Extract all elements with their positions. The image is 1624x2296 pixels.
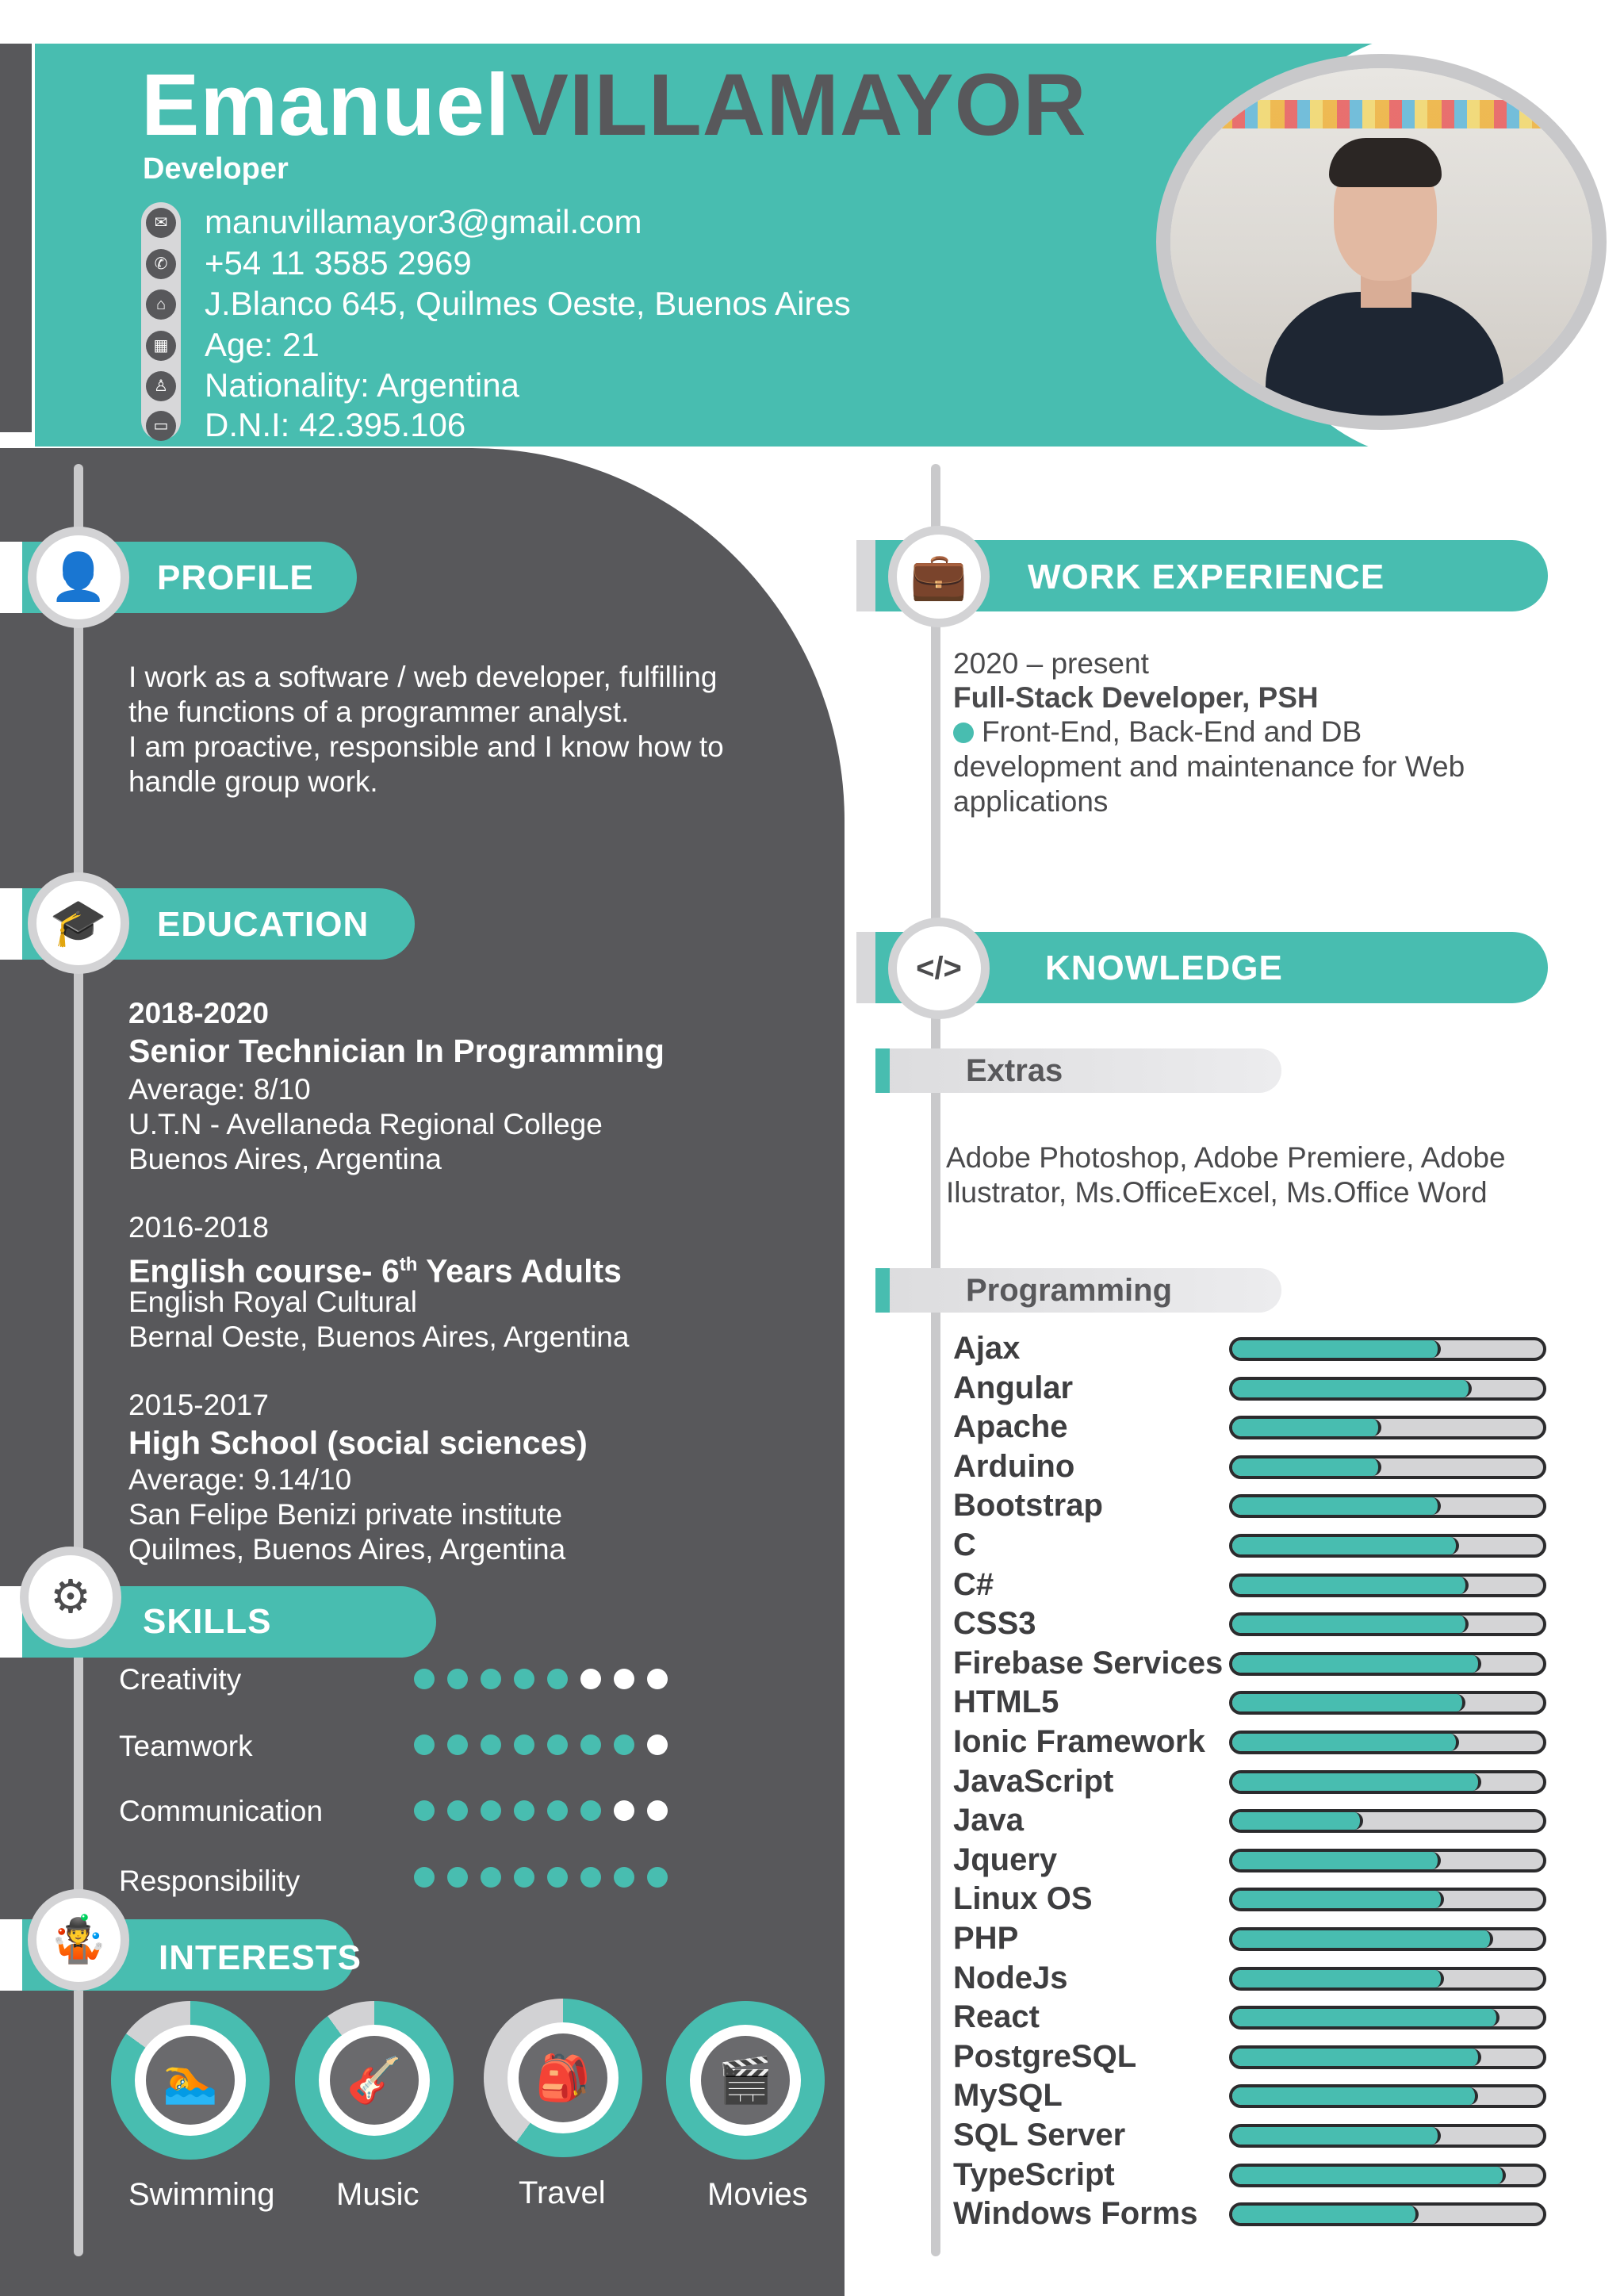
programming-skill-bar-fill <box>1232 2127 1441 2145</box>
programming-skill-name: JavaScript <box>953 1764 1114 1799</box>
interest-label: Movies <box>707 2177 808 2212</box>
programming-skill-bar <box>1229 1534 1546 1558</box>
programming-skill-name: TypeScript <box>953 2157 1115 2192</box>
skill-dot-filled <box>414 1800 435 1821</box>
education-detail: Bernal Oeste, Buenos Aires, Argentina <box>128 1320 630 1353</box>
skill-dot-filled <box>547 1800 568 1821</box>
skill-dot-filled <box>547 1867 568 1888</box>
profile-line: the functions of a programmer analyst. <box>128 696 630 728</box>
interest-ring <box>666 2001 825 2160</box>
contact-nationality: Nationality: Argentina <box>205 366 519 404</box>
extras-line: Adobe Photoshop, Adobe Premiere, Adobe <box>946 1141 1506 1174</box>
programming-skill-bar <box>1229 1416 1546 1439</box>
work-period: 2020 – present <box>953 647 1149 680</box>
programming-skill-name: CSS3 <box>953 1606 1036 1641</box>
skill-dot-empty <box>614 1800 634 1821</box>
skill-label: Creativity <box>119 1663 242 1696</box>
photo-person-body <box>1266 292 1503 430</box>
education-detail: Average: 9.14/10 <box>128 1463 352 1496</box>
programming-skill-name: Linux OS <box>953 1881 1093 1916</box>
skill-dot-filled <box>447 1669 468 1689</box>
phone-icon: ✆ <box>146 249 176 279</box>
programming-skill-bar-fill <box>1232 1419 1381 1436</box>
interests-badge <box>28 1889 129 1991</box>
programming-skill-bar <box>1229 1612 1546 1636</box>
programming-skill-bar <box>1229 2006 1546 2030</box>
work-badge <box>888 526 990 627</box>
programming-skill-name: Angular <box>953 1370 1074 1405</box>
interest-label: Travel <box>519 2175 606 2210</box>
photo-background-bunting <box>1218 100 1551 128</box>
programming-skill-name: PostgreSQL <box>953 2039 1137 2074</box>
contact-email: manuvillamayor3@gmail.com <box>205 203 642 240</box>
profile-line: handle group work. <box>128 765 378 798</box>
skill-dot-empty <box>647 1734 668 1755</box>
id-card-icon: ▭ <box>146 411 176 441</box>
programming-skill-name: SQL Server <box>953 2118 1126 2152</box>
skill-dot-filled <box>647 1867 668 1888</box>
education-detail: U.T.N - Avellaneda Regional College <box>128 1108 603 1140</box>
full-name <box>141 56 1087 154</box>
code-monitor-icon: </> <box>897 926 981 1010</box>
education-detail: Buenos Aires, Argentina <box>128 1143 442 1175</box>
programming-skill-name: C# <box>953 1567 994 1602</box>
knowledge-title: KNOWLEDGE <box>1045 949 1283 987</box>
programming-skill-bar <box>1229 1573 1546 1597</box>
programming-skill-name: HTML5 <box>953 1685 1059 1719</box>
programming-skill-bar <box>1229 1652 1546 1676</box>
education-degree: Senior Technician In Programming <box>128 1033 665 1069</box>
programming-skill-name: Jquery <box>953 1842 1058 1877</box>
programming-skill-bar-fill <box>1232 1891 1444 1908</box>
programming-skill-bar <box>1229 1967 1546 1991</box>
skill-dot-empty <box>647 1800 668 1821</box>
profile-title: PROFILE <box>157 558 314 597</box>
programming-skill-bar-fill <box>1232 1970 1444 1987</box>
extras-line: Ilustrator, Ms.OfficeExcel, Ms.Office Word <box>946 1176 1488 1209</box>
skill-dot-filled <box>514 1734 534 1755</box>
programming-title: Programming <box>966 1273 1173 1308</box>
work-bullet-cont: development and maintenance for Web <box>953 750 1465 783</box>
education-detail: English Royal Cultural <box>128 1286 418 1318</box>
profile-header-cap <box>0 542 22 613</box>
programming-skill-name: Java <box>953 1803 1024 1838</box>
job-title: Developer <box>143 152 289 186</box>
programming-subheader <box>875 1268 1281 1313</box>
skill-dot-filled <box>580 1734 601 1755</box>
skill-dots <box>414 1800 668 1824</box>
skill-dot-empty <box>580 1669 601 1689</box>
programming-skill-bar-fill <box>1232 1458 1381 1476</box>
education-degree <box>128 1248 622 1289</box>
programming-skill-bar <box>1229 2045 1546 2069</box>
programming-skill-name: C <box>953 1527 976 1562</box>
swimming-icon: 🏊 <box>146 2036 235 2125</box>
profile-photo <box>1170 68 1592 416</box>
programming-skill-name: Bootstrap <box>953 1488 1103 1523</box>
skills-header-cap <box>0 1586 22 1658</box>
juggling-hobbies-icon: 🤹 <box>36 1898 121 1982</box>
skill-dot-filled <box>514 1800 534 1821</box>
programming-skill-name: Ionic Framework <box>953 1724 1205 1759</box>
interest-label: Music <box>336 2177 419 2212</box>
programming-skill-bar <box>1229 1731 1546 1754</box>
education-detail: Average: 8/10 <box>128 1073 311 1106</box>
movie-theater-icon: 🎬 <box>701 2036 790 2125</box>
programming-skill-bar <box>1229 2202 1546 2226</box>
programming-skill-bar-fill <box>1232 1852 1441 1869</box>
programming-skill-bar-fill <box>1232 1930 1493 1948</box>
interest-ring <box>111 2001 270 2160</box>
programming-skill-bar-fill <box>1232 1773 1481 1791</box>
programming-skill-bar-fill <box>1232 2009 1500 2026</box>
last-name: VILLAMAYOR <box>510 56 1087 154</box>
education-detail: Quilmes, Buenos Aires, Argentina <box>128 1533 566 1566</box>
programming-skill-name: Firebase Services <box>953 1646 1224 1681</box>
programming-skill-name: Apache <box>953 1409 1068 1444</box>
skill-dots <box>414 1734 668 1758</box>
programming-skill-bar-fill <box>1232 1577 1469 1594</box>
skill-dot-filled <box>514 1867 534 1888</box>
programming-skill-bar-fill <box>1232 1616 1469 1633</box>
skills-badge <box>20 1547 121 1648</box>
interest-ring <box>295 2001 454 2160</box>
programming-skill-bar <box>1229 1849 1546 1872</box>
skill-dot-filled <box>514 1669 534 1689</box>
programming-skill-bar <box>1229 2124 1546 2148</box>
programming-skill-name: React <box>953 1999 1040 2034</box>
programming-skill-bar-fill <box>1232 2087 1478 2105</box>
skill-dot-filled <box>414 1669 435 1689</box>
work-title: WORK EXPERIENCE <box>1028 558 1385 596</box>
skill-dot-filled <box>580 1800 601 1821</box>
knowledge-header-cap <box>856 932 875 1003</box>
head-gears-icon: ⚙ <box>29 1555 113 1639</box>
skill-dot-filled <box>447 1800 468 1821</box>
programming-skill-bar <box>1229 2084 1546 2108</box>
skill-dot-filled <box>447 1734 468 1755</box>
contact-dni: D.N.I: 42.395.106 <box>205 406 466 443</box>
programming-skill-name: NodeJs <box>953 1961 1068 1995</box>
programming-skill-bar-fill <box>1232 1694 1465 1711</box>
extras-subheader <box>875 1048 1281 1093</box>
contact-address: J.Blanco 645, Quilmes Oeste, Buenos Aires <box>205 285 851 322</box>
skills-title: SKILLS <box>143 1602 272 1641</box>
programming-skill-name: Ajax <box>953 1331 1021 1366</box>
programming-skill-bar-fill <box>1232 2049 1481 2066</box>
programming-skill-name: Windows Forms <box>953 2196 1198 2231</box>
programming-skill-bar-fill <box>1232 2206 1419 2223</box>
education-header-cap <box>0 888 22 960</box>
programming-skill-bar-fill <box>1232 1340 1441 1358</box>
education-years: 2015-2017 <box>128 1389 269 1421</box>
programming-skill-name: Arduino <box>953 1449 1075 1484</box>
travel-backpacker-icon: 🎒 <box>519 2033 607 2122</box>
skill-dot-filled <box>547 1734 568 1755</box>
interests-title: INTERESTS <box>159 1938 362 1977</box>
contact-icon-rail <box>141 202 181 440</box>
graduation-cap-icon: 🎓 <box>36 881 121 965</box>
education-degree-main: English course- 6 <box>128 1252 400 1290</box>
skill-label: Teamwork <box>119 1730 253 1762</box>
programming-skill-name: PHP <box>953 1921 1019 1956</box>
education-degree-tail: Years Adults <box>417 1252 622 1290</box>
programming-skill-bar <box>1229 1337 1546 1361</box>
programming-skill-name: MySQL <box>953 2078 1063 2113</box>
programming-skill-bar <box>1229 1494 1546 1518</box>
profile-photo-frame <box>1156 54 1607 430</box>
skill-dot-filled <box>447 1867 468 1888</box>
education-degree-sup: th <box>399 1254 418 1275</box>
music-guitar-icon: 🎸 <box>330 2036 419 2125</box>
work-bullet-text: Front-End, Back-End and DB <box>982 715 1362 748</box>
skill-dot-filled <box>481 1800 501 1821</box>
interest-label: Swimming <box>128 2177 275 2212</box>
bullet-dot <box>953 723 974 743</box>
photo-person-hair <box>1329 138 1442 187</box>
education-title: EDUCATION <box>157 905 370 944</box>
envelope-icon: ✉ <box>146 208 176 238</box>
programming-skill-bar-fill <box>1232 1655 1481 1673</box>
skill-dot-filled <box>481 1669 501 1689</box>
person-icon: ♙ <box>146 371 176 401</box>
skill-dot-filled <box>481 1734 501 1755</box>
skill-dot-filled <box>580 1867 601 1888</box>
first-name: Emanuel <box>141 56 511 154</box>
skill-dots <box>414 1669 668 1692</box>
programming-skill-bar-fill <box>1232 2167 1506 2184</box>
profile-line: I work as a software / web developer, fulfilling <box>128 661 718 693</box>
programming-skill-bar <box>1229 1691 1546 1715</box>
work-role: Full-Stack Developer, PSH <box>953 681 1319 714</box>
extras-title: Extras <box>966 1053 1063 1088</box>
skill-dot-filled <box>614 1734 634 1755</box>
education-degree: High School (social sciences) <box>128 1424 588 1461</box>
programming-skill-bar <box>1229 2164 1546 2187</box>
programming-skill-bar <box>1229 1809 1546 1833</box>
programming-skill-bar-fill <box>1232 1380 1472 1397</box>
skill-dot-filled <box>414 1867 435 1888</box>
skill-dot-filled <box>614 1867 634 1888</box>
contact-phone: +54 11 3585 2969 <box>205 244 472 282</box>
education-detail: San Felipe Benizi private institute <box>128 1498 563 1531</box>
skill-dot-filled <box>481 1867 501 1888</box>
home-icon: ⌂ <box>146 289 176 320</box>
education-badge <box>28 872 129 974</box>
skill-label: Communication <box>119 1795 324 1827</box>
programming-skill-bar <box>1229 1770 1546 1794</box>
skill-dots <box>414 1867 668 1891</box>
work-bullet-cont: applications <box>953 785 1109 818</box>
work-bullet <box>953 715 1362 749</box>
header-left-strip <box>0 44 32 432</box>
programming-skill-bar <box>1229 1455 1546 1479</box>
interest-ring <box>484 1999 642 2157</box>
skill-dot-filled <box>414 1734 435 1755</box>
programming-skill-bar <box>1229 1888 1546 1911</box>
education-years: 2016-2018 <box>128 1211 269 1244</box>
programming-skill-bar-fill <box>1232 1734 1459 1751</box>
person-suit-icon: 👤 <box>36 535 121 619</box>
right-timeline-rail <box>931 464 940 2256</box>
skill-dot-filled <box>547 1669 568 1689</box>
profile-badge <box>28 527 129 628</box>
skill-label: Responsibility <box>119 1865 301 1897</box>
briefcase-icon: 💼 <box>897 535 981 619</box>
skill-dot-empty <box>647 1669 668 1689</box>
calendar-icon: ▦ <box>146 331 176 361</box>
programming-skill-bar <box>1229 1377 1546 1401</box>
programming-skill-bar <box>1229 1927 1546 1951</box>
programming-skill-bar-fill <box>1232 1497 1441 1515</box>
knowledge-badge <box>888 918 990 1019</box>
work-header-cap <box>856 540 875 611</box>
profile-line: I am proactive, responsible and I know how to <box>128 730 724 763</box>
contact-age: Age: 21 <box>205 326 320 363</box>
interests-header-cap <box>0 1919 22 1991</box>
skill-dot-empty <box>614 1669 634 1689</box>
education-years: 2018-2020 <box>128 997 269 1029</box>
programming-skill-bar-fill <box>1232 1812 1363 1830</box>
programming-skill-bar-fill <box>1232 1537 1459 1554</box>
